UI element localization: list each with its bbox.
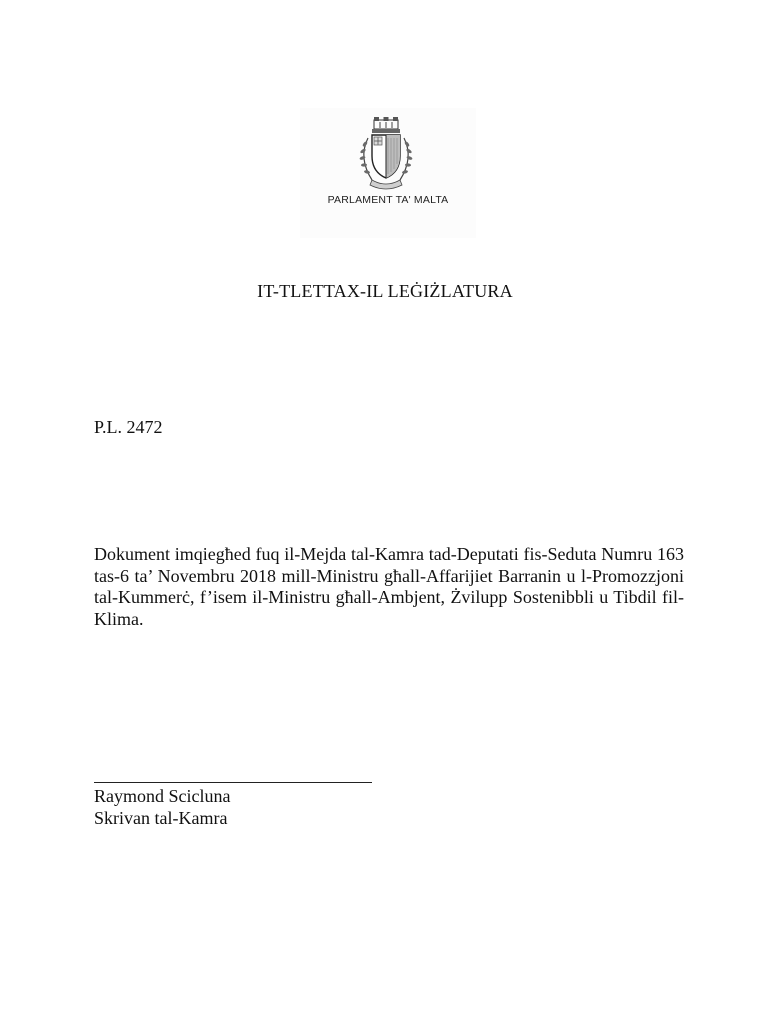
signatory-title: Skrivan tal-Kamra — [94, 808, 228, 828]
document-reference: P.L. 2472 — [94, 417, 163, 437]
signature-line — [94, 782, 372, 783]
signatory-name: Raymond Scicluna — [94, 786, 231, 806]
legislature-title: IT-TLETTAX-IL LEĠIŻLATURA — [257, 281, 513, 301]
document-body-text: Dokument imqiegħed fuq il-Mejda tal-Kamra tad-Deputati fis-Seduta Numru 163 tas-6 ta’ Novembru 2018 mill-Ministru għall-Affarijiet Barranin u l-Promozzjoni tal-Kummerċ, f’isem il-Ministru għall-Ambjent, Żvilupp Sostenibbli u Tibdil fil-Klima. — [94, 544, 684, 629]
parliament-header — [300, 108, 476, 238]
parliament-name: PARLAMENT TA' MALTA — [327, 194, 449, 206]
coat-of-arms-of-malta-icon — [348, 116, 424, 196]
